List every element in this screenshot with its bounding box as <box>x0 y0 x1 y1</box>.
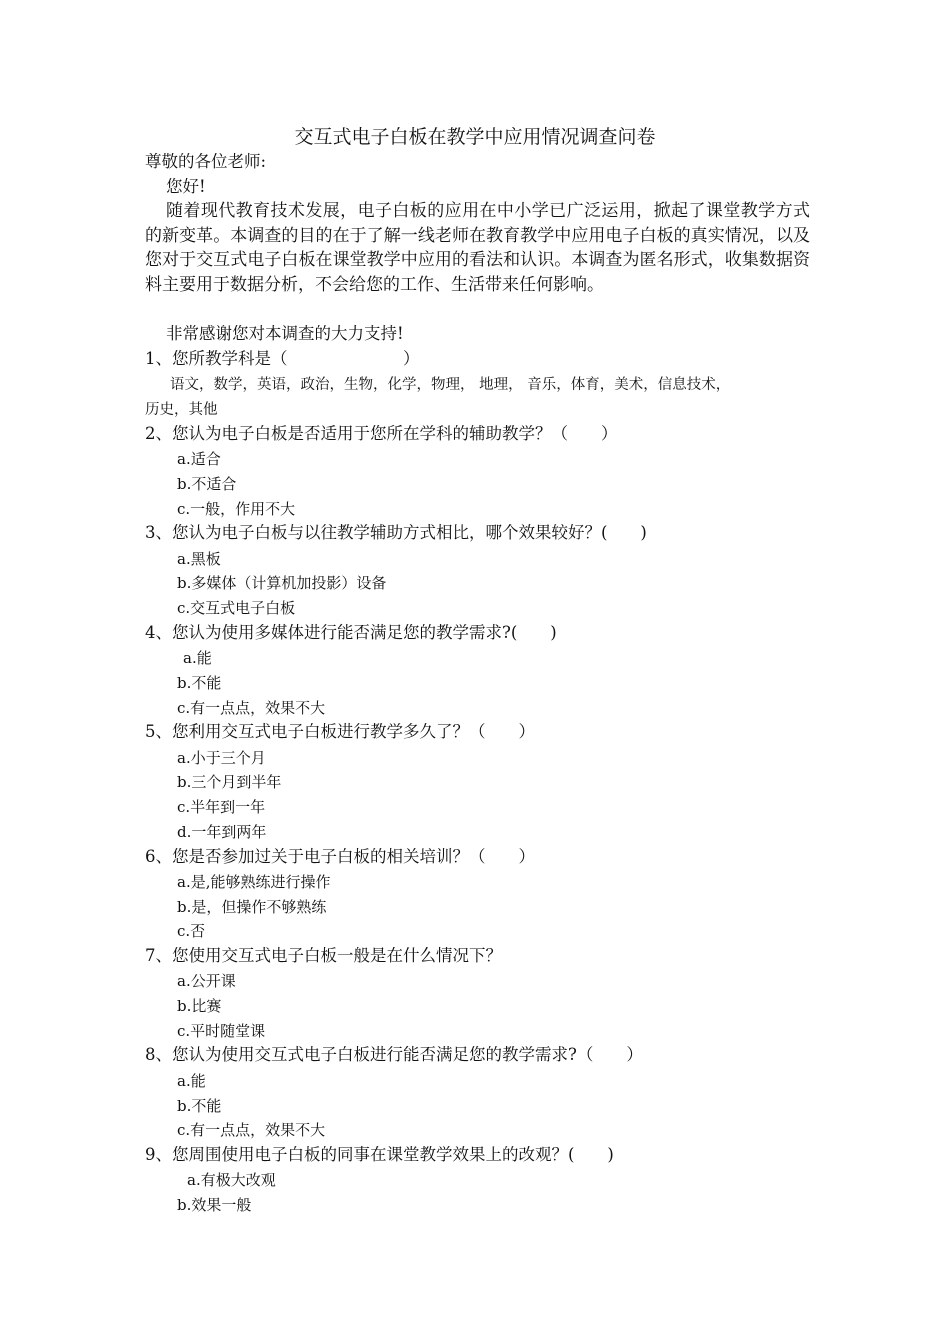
question-6-option-b: b.是，但操作不够熟练 <box>177 898 327 916</box>
question-7-option-b: b.比赛 <box>177 997 222 1015</box>
page-title: 交互式电子白板在教学中应用情况调查问卷 <box>294 126 656 148</box>
question-2-option-a: a.适合 <box>177 450 221 468</box>
question-6: 6、您是否参加过关于电子白板的相关培训？（ ） <box>145 847 535 866</box>
question-1: 1、您所教学科是（ ） <box>145 349 420 368</box>
question-8-option-b: b.不能 <box>177 1097 222 1115</box>
question-5-option-a: a.小于三个月 <box>177 749 266 767</box>
hello: 您好! <box>166 177 206 196</box>
question-2-option-b: b.不适合 <box>177 475 237 493</box>
question-8-option-a: a.能 <box>177 1072 206 1090</box>
question-3-option-c: c.交互式电子白板 <box>177 599 296 617</box>
question-6-option-c: c.否 <box>177 922 206 940</box>
question-8: 8、您认为使用交互式电子白板进行能否满足您的教学需求?（ ） <box>145 1045 643 1064</box>
question-5-option-b: b.三个月到半年 <box>177 773 282 791</box>
question-1-subjects-line1: 语文，数学，英语，政治，生物，化学，物理， 地理， 音乐，体育，美术，信息技术， <box>170 377 731 393</box>
question-4-option-c: c.有一点点，效果不大 <box>177 699 326 717</box>
question-5-option-d: d.一年到两年 <box>177 823 267 841</box>
question-4-option-b: b.不能 <box>177 674 222 692</box>
question-3: 3、您认为电子白板与以往教学辅助方式相比，哪个效果较好？( ) <box>145 523 647 542</box>
question-9-option-b: b.效果一般 <box>177 1196 252 1214</box>
question-9-option-a: a.有极大改观 <box>187 1171 276 1189</box>
intro-paragraph: 随着现代教育技术发展，电子白板的应用在中小学已广泛运用，掀起了课堂教学方式的新变革。本调查的目的在于了解一线老师在教育教学中应用电子白板的真实情况，以及您对于交互式电子白板在课堂教学中应用的看法和认识。本调查为匿名形式，收集数据资料主要用于数据分析，不会给您的工作、生活带来任何影响。 <box>145 201 810 295</box>
question-5-option-c: c.半年到一年 <box>177 798 266 816</box>
question-2: 2、您认为电子白板是否适用于您所在学科的辅助教学？（ ） <box>145 424 618 443</box>
question-4: 4、您认为使用多媒体进行能否满足您的教学需求?( ) <box>145 623 557 642</box>
question-9: 9、您周围使用电子白板的同事在课堂教学效果上的改观？( ) <box>145 1145 614 1164</box>
question-1-subjects-line2: 历史，其他 <box>145 402 218 418</box>
question-7-option-a: a.公开课 <box>177 972 236 990</box>
question-2-option-c: c.一般，作用不大 <box>177 500 296 518</box>
greeting: 尊敬的各位老师: <box>145 152 267 171</box>
question-7: 7、您使用交互式电子白板一般是在什么情况下？ <box>145 946 502 965</box>
thanks-line: 非常感谢您对本调查的大力支持! <box>166 324 404 343</box>
question-7-option-c: c.平时随堂课 <box>177 1022 266 1040</box>
question-3-option-b: b.多媒体（计算机加投影）设备 <box>177 574 387 592</box>
question-8-option-c: c.有一点点，效果不大 <box>177 1121 326 1139</box>
question-6-option-a: a.是,能够熟练进行操作 <box>177 873 331 891</box>
question-5: 5、您利用交互式电子白板进行教学多久了？（ ） <box>145 722 535 741</box>
question-3-option-a: a.黑板 <box>177 550 221 568</box>
question-4-option-a: a.能 <box>183 649 212 667</box>
